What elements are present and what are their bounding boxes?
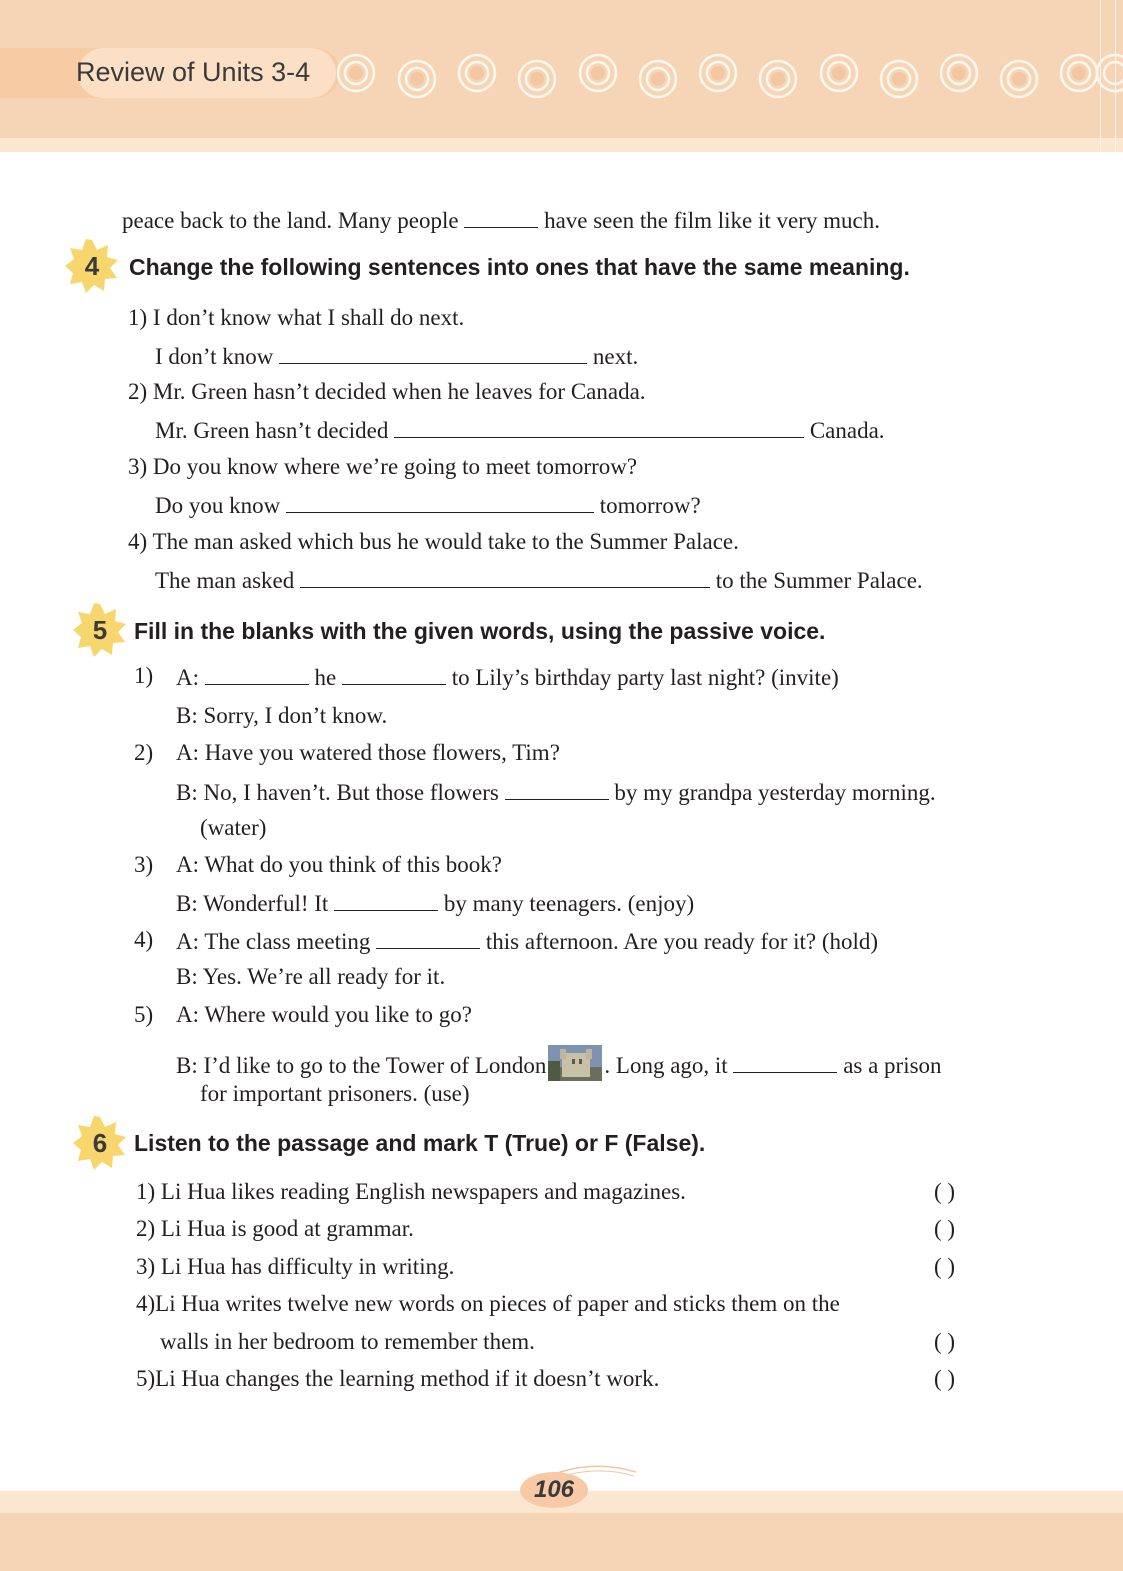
item-text: Do you know (155, 493, 281, 518)
answer-blank[interactable] (376, 926, 480, 949)
item-number: 4) (128, 529, 148, 554)
item-text: A: The class meeting (176, 929, 371, 954)
dialogue-line (176, 777, 936, 807)
tf-item (136, 1253, 454, 1281)
page-number: 106 (533, 1476, 575, 1503)
item-text: as a prison (843, 1053, 942, 1078)
answer-parentheses[interactable]: ( ) (934, 1179, 956, 1204)
item-text: by many teenagers. (enjoy) (443, 891, 695, 916)
answer-blank[interactable] (334, 888, 438, 911)
item-text: Mr. Green hasn’t decided when he leaves for Canada. (152, 379, 646, 404)
dialogue-line (176, 888, 694, 918)
answer-blank[interactable] (286, 490, 594, 513)
dialogue-line (176, 1045, 942, 1081)
answer-blank[interactable] (464, 205, 538, 228)
tf-item (136, 1365, 659, 1393)
item-text: Canada. (809, 418, 885, 443)
item-text: Li Hua has difficulty in writing. (160, 1254, 455, 1279)
item-number: 3) (128, 454, 148, 479)
item-number: 1) (128, 305, 148, 330)
section-title: Fill in the blanks with the given words, using the passive voice. (134, 618, 826, 644)
continuation-text: have seen the film like it very much. (544, 208, 881, 233)
answer-blank[interactable] (505, 777, 609, 800)
item-text: . Long ago, it (604, 1053, 728, 1078)
item-text: Li Hua likes reading English newspapers and magazines. (160, 1179, 686, 1204)
item-text: Li Hua is good at grammar. (160, 1216, 414, 1241)
answer-parentheses[interactable]: ( ) (934, 1366, 956, 1391)
answer-line (155, 565, 923, 595)
dialogue-line: B: Yes. We’re all ready for it. (176, 964, 446, 989)
item-number: 1) (134, 663, 154, 688)
dialogue-line: A: Have you watered those flowers, Tim? (176, 740, 560, 765)
item-number: 4) (136, 1291, 156, 1316)
item-text: B: I’d like to go to the Tower of London (176, 1053, 547, 1078)
item-text: Li Hua writes twelve new words on pieces of paper and sticks them on the (155, 1291, 840, 1316)
answer-blank[interactable] (342, 662, 446, 685)
item-number: 2) (134, 740, 154, 765)
section-number: 4 (84, 251, 100, 281)
item-number: 3) (134, 852, 154, 877)
tf-item (136, 1215, 414, 1243)
answer-blank[interactable] (205, 662, 309, 685)
section-number: 5 (92, 615, 108, 645)
answer-line (155, 415, 885, 445)
dialogue-line: A: What do you think of this book? (176, 852, 503, 877)
item-number: 2) (136, 1216, 156, 1241)
answer-line (155, 341, 638, 371)
section-number: 6 (92, 1128, 108, 1158)
dialogue-line: (water) (200, 815, 267, 840)
dialogue-line (176, 926, 878, 956)
dialogue-line: A: Where would you like to go? (176, 1002, 472, 1027)
question-line (128, 528, 739, 556)
answer-parentheses[interactable]: ( ) (934, 1254, 956, 1279)
item-text: Mr. Green hasn’t decided (155, 418, 389, 443)
item-number: 5) (136, 1366, 156, 1391)
section-title: Change the following sentences into ones that have the same meaning. (129, 254, 910, 280)
decorative-rings (0, 0, 1123, 138)
answer-parentheses[interactable]: ( ) (934, 1329, 956, 1354)
item-number: 3) (136, 1254, 156, 1279)
tf-item (136, 1178, 686, 1206)
dialogue-line (176, 662, 839, 692)
answer-line (155, 490, 701, 520)
item-text: The man asked which bus he would take to the Summer Palace. (152, 529, 739, 554)
item-number: 5) (134, 1002, 154, 1027)
header-stripe (0, 138, 1123, 152)
item-text: tomorrow? (599, 493, 701, 518)
item-text: next. (592, 344, 639, 369)
item-text: A: (176, 665, 199, 690)
tower-of-london-image (548, 1045, 602, 1081)
answer-blank[interactable] (300, 565, 710, 588)
tf-item-continuation: walls in her bedroom to remember them. (160, 1329, 535, 1354)
continuation-line (122, 205, 880, 235)
section-title: Listen to the passage and mark T (True) or F (False). (134, 1130, 706, 1156)
answer-parentheses[interactable]: ( ) (934, 1216, 956, 1241)
question-line (128, 378, 646, 406)
item-text: to Lily’s birthday party last night? (invite) (451, 665, 839, 690)
item-text: Do you know where we’re going to meet tomorrow? (152, 454, 638, 479)
item-number: 4) (134, 927, 154, 952)
page-header-title: Review of Units 3-4 (76, 57, 311, 87)
item-text: B: Wonderful! It (176, 891, 329, 916)
answer-blank[interactable] (733, 1050, 837, 1073)
question-line (128, 304, 464, 332)
tf-item (136, 1290, 840, 1318)
item-text: this afternoon. Are you ready for it? (hold) (485, 929, 879, 954)
item-text: I don’t know (155, 344, 274, 369)
answer-blank[interactable] (394, 415, 804, 438)
continuation-text: peace back to the land. Many people (122, 208, 459, 233)
item-text: The man asked (155, 568, 295, 593)
dialogue-line: for important prisoners. (use) (200, 1081, 470, 1106)
item-text: B: No, I haven’t. But those flowers (176, 780, 499, 805)
item-number: 1) (136, 1179, 156, 1204)
item-text: I don’t know what I shall do next. (152, 305, 465, 330)
footer-band (0, 1513, 1123, 1571)
answer-blank[interactable] (279, 341, 587, 364)
item-text: to the Summer Palace. (715, 568, 923, 593)
question-line (128, 453, 637, 481)
dialogue-line: B: Sorry, I don’t know. (176, 703, 388, 728)
item-number: 2) (128, 379, 148, 404)
item-text: Li Hua changes the learning method if it doesn’t work. (155, 1366, 660, 1391)
item-text: by my grandpa yesterday morning. (614, 780, 936, 805)
item-text: he (314, 665, 337, 690)
